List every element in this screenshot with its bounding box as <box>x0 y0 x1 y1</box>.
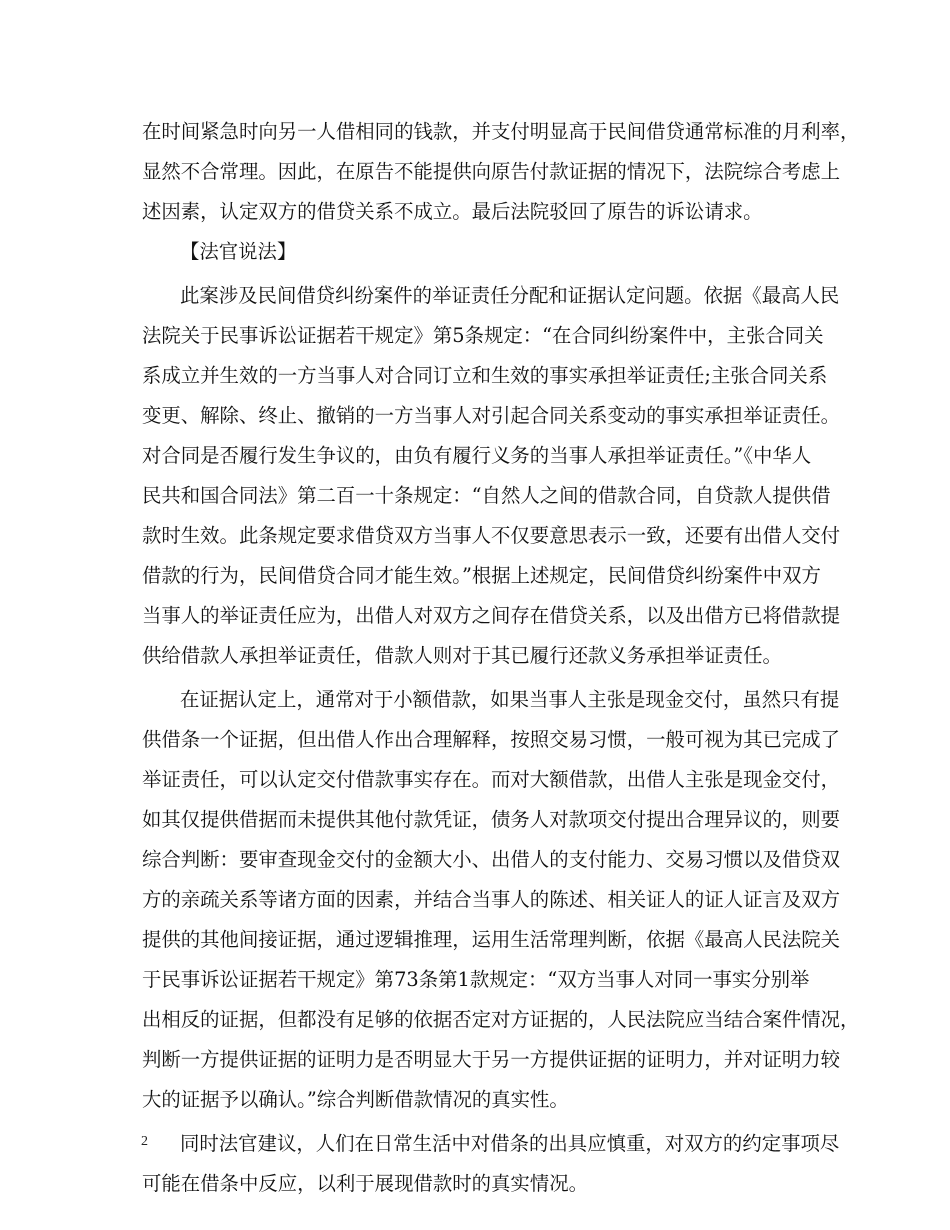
text-line: 款时生效。此条规定要求借贷双方当事人不仅要意思表示一致，还要有出借人交付 <box>142 524 841 547</box>
text-line: 综合判断：要审查现金交付的金额大小、出借人的支付能力、交易习惯以及借贷双 <box>142 848 841 871</box>
paragraph <box>142 232 812 272</box>
text-line: 如其仅提供借据而未提供其他付款凭证，债务人对款项交付提出合理异议的，则要 <box>142 808 841 831</box>
text-line: 判断一方提供证据的证明力是否明显大于另一方提供证据的证明力，并对证明力较 <box>142 1048 841 1071</box>
document-body <box>142 112 860 1204</box>
text-line: 此案涉及民间借贷纠纷案件的举证责任分配和证据认定问题。依据《最高人民 <box>180 284 840 307</box>
paragraph <box>142 112 860 232</box>
text-line: 民共和国合同法》第二百一十条规定：“自然人之间的借款合同，自贷款人提供借 <box>142 484 831 507</box>
text-line: 供借条一个证据，但出借人作出合理解释，按照交易习惯，一般可视为其已完成了 <box>142 728 841 751</box>
text-line: 供给借款人承担举证责任，借款人则对于其已履行还款义务承担举证责任。 <box>142 644 782 667</box>
text-line: 在时间紧急时向另一人借相同的钱款，并支付明显高于民间借贷通常标准的月利率， <box>142 120 860 143</box>
text-line: 变更、解除、终止、撤销的一方当事人对引起合同关系变动的事实承担举证责任。 <box>142 404 841 427</box>
text-line: 法院关于民事诉讼证据若干规定》第5条规定：“在合同纠纷案件中，主张合同关 <box>142 324 824 347</box>
text-line: 述因素，认定双方的借贷关系不成立。最后法院驳回了原告的诉讼请求。 <box>142 200 763 223</box>
paragraph <box>142 1124 840 1204</box>
text-line: 可能在借条中反应，以利于展现借款时的真实情况。 <box>142 1172 588 1195</box>
text-line: 借款的行为，民间借贷合同才能生效。”根据上述规定，民间借贷纠纷案件中双方 <box>142 564 821 587</box>
text-line: 显然不合常理。因此，在原告不能提供向原告付款证据的情况下，法院综合考虑上 <box>142 160 841 183</box>
text-line: 在证据认定上，通常对于小额借款，如果当事人主张是现金交付，虽然只有提 <box>180 688 840 711</box>
text-line: 出相反的证据，但都没有足够的依据否定对方证据的，人民法院应当结合案件情况， <box>142 1008 860 1031</box>
text-line: 系成立并生效的一方当事人对合同订立和生效的事实承担举证责任;主张合同关系 <box>142 364 828 387</box>
text-line: 方的亲疏关系等诸方面的因素，并结合当事人的陈述、相关证人的证人证言及双方 <box>142 888 841 911</box>
paragraph <box>142 276 841 676</box>
text-line: 当事人的举证责任应为，出借人对双方之间存在借贷关系，以及出借方已将借款提 <box>142 604 841 627</box>
text-line: 于民事诉讼证据若干规定》第73条第1款规定：“双方当事人对同一事实分别举 <box>142 968 810 991</box>
paragraph <box>142 680 860 1120</box>
text-line: 【法官说法】 <box>180 240 297 263</box>
text-line: 举证责任，可以认定交付借款事实存在。而对大额借款，出借人主张是现金交付， <box>142 768 841 791</box>
text-line: 对合同是否履行发生争议的，由负有履行义务的当事人承担举证责任。”《中华人 <box>142 444 812 467</box>
text-line: 同时法官建议，人们在日常生活中对借条的出具应慎重，对双方的约定事项尽 <box>180 1132 840 1155</box>
text-line: 大的证据予以确认。”综合判断借款情况的真实性。 <box>142 1088 569 1111</box>
text-line: 提供的其他间接证据，通过逻辑推理，运用生活常理判断，依据《最高人民法院关 <box>142 928 841 951</box>
page-number: 2 <box>141 1134 148 1149</box>
